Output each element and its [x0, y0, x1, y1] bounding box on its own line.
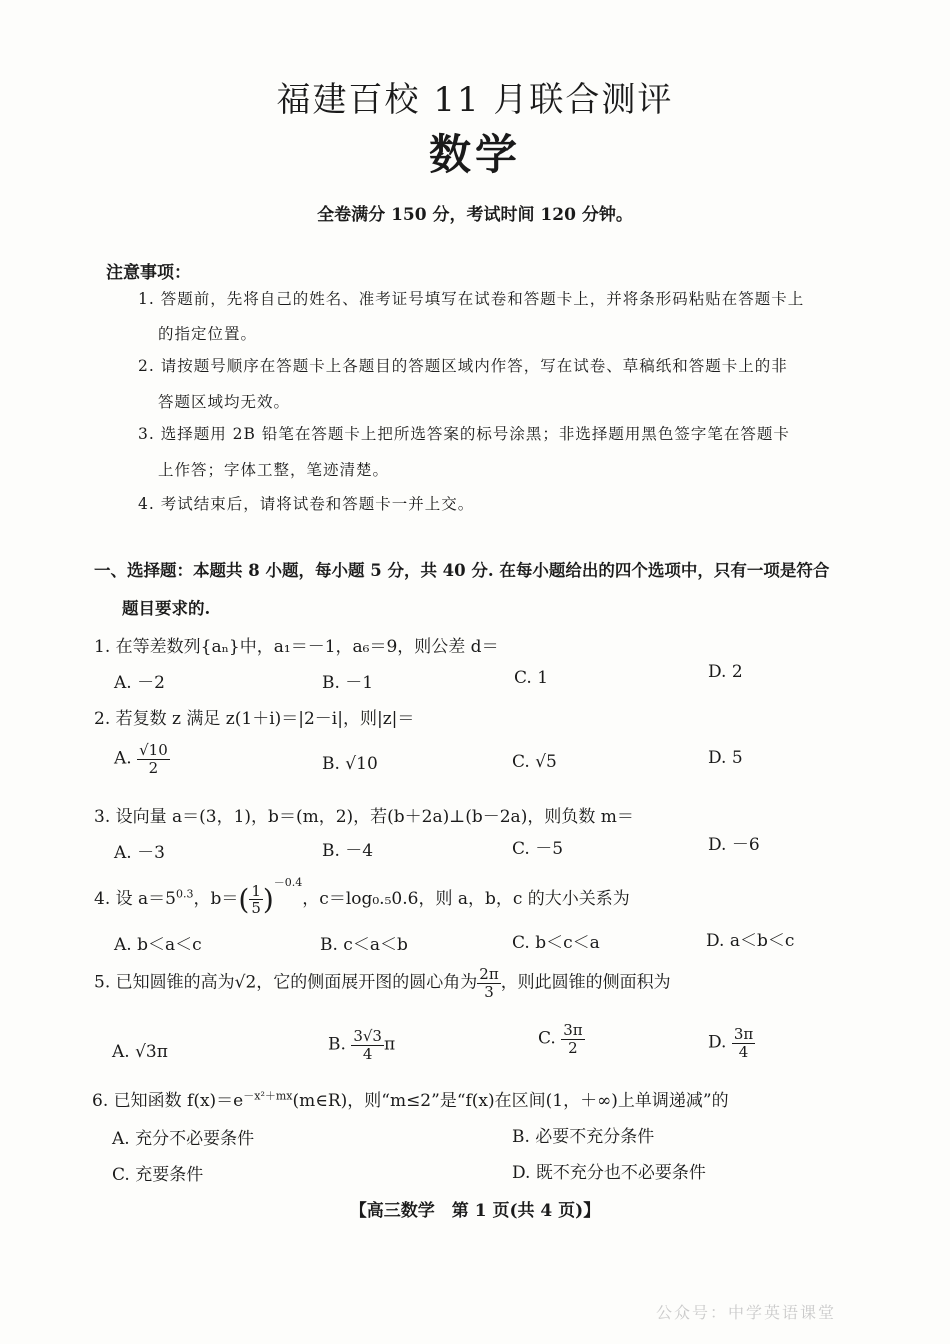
- q5-option-c: [538, 1022, 585, 1056]
- question-6-stem: [92, 1086, 729, 1111]
- q1-option-b: B. －1: [322, 673, 374, 693]
- q4-exponent-a: 0.3: [175, 887, 194, 901]
- q2-option-c: C. √5: [512, 752, 557, 772]
- q1-option-d: D. 2: [708, 662, 743, 682]
- q3-option-a: A. －3: [114, 843, 165, 863]
- exam-meta: 全卷满分 150 分，考试时间 120 分钟。: [317, 205, 633, 225]
- q4-stem-part: ，c＝log₀.₅0.6，则 a，b，c 的大小关系为: [302, 889, 630, 909]
- q5-option-b-label: B.: [328, 1034, 346, 1055]
- q6-exponent: －x²＋mx: [243, 1089, 293, 1103]
- question-4-stem: [94, 874, 630, 917]
- q2-option-b: B. √10: [322, 754, 378, 774]
- q5-option-c-denominator: 2: [568, 1038, 578, 1057]
- notice-line: 1. 答题前，先将自己的姓名、准考证号填写在试卷和答题卡上，并将条形码粘贴在答题卡上: [138, 290, 805, 308]
- q1-option-a: A. －2: [114, 673, 165, 693]
- q4-option-c: C. b＜c＜a: [512, 933, 600, 953]
- q4-stem-part: 4. 设 a＝5: [94, 889, 176, 909]
- q6-option-b: B. 必要不充分条件: [512, 1127, 655, 1147]
- q5-angle-denominator: 3: [484, 982, 494, 1001]
- notice-line: 上作答；字体工整，笔迹清楚。: [158, 461, 390, 479]
- q5-option-b-fraction: [351, 1028, 384, 1062]
- q4-fraction-denominator: 5: [251, 899, 261, 917]
- q6-option-d: D. 既不充分也不必要条件: [512, 1163, 706, 1183]
- notice-line: 答题区域均无效。: [158, 393, 291, 411]
- page-footer: 【高三数学 第 1 页(共 4 页)】: [349, 1201, 601, 1221]
- watermark: 公众号：中学英语课堂: [656, 1303, 837, 1322]
- q2-option-a-denominator: 2: [148, 758, 159, 777]
- q4-option-d: D. a＜b＜c: [706, 931, 795, 951]
- question-5-stem: [94, 966, 671, 1000]
- q5-option-d-label: D.: [708, 1032, 727, 1053]
- question-1-stem: 1. 在等差数列{aₙ}中，a₁＝－1，a₆＝9，则公差 d＝: [94, 637, 499, 657]
- q5-angle-numerator: 2π: [479, 965, 499, 983]
- q5-option-c-label: C.: [538, 1028, 556, 1049]
- q4-option-a: A. b＜a＜c: [114, 935, 202, 955]
- q5-option-c-numerator: 3π: [563, 1021, 583, 1039]
- q5-option-d-denominator: 4: [738, 1042, 749, 1061]
- subject-title: 数学: [428, 130, 521, 179]
- q5-option-d: [708, 1026, 755, 1060]
- section-heading-cont: 题目要求的.: [122, 599, 211, 618]
- q4-fraction-numerator: 1: [251, 881, 261, 900]
- q1-option-c: C. 1: [514, 668, 549, 688]
- q5-option-b-denominator: 4: [362, 1044, 373, 1063]
- q5-option-d-fraction: [732, 1026, 755, 1060]
- q5-option-b-numerator: 3√3: [353, 1027, 382, 1045]
- q3-option-c: C. －5: [512, 839, 564, 859]
- q6-stem-part: 6. 已知函数 f(x)＝e: [92, 1091, 244, 1111]
- q3-option-b: B. －4: [322, 841, 374, 861]
- q5-option-b: [328, 1028, 395, 1062]
- q4-fraction: [249, 883, 263, 917]
- q2-option-d: D. 5: [708, 748, 743, 768]
- q4-exponent-b: －0.4: [273, 876, 303, 889]
- notice-line: 3. 选择题用 2B 铅笔在答题卡上把所选答案的标号涂黑；非选择题用黑色签字笔在答题卡: [138, 425, 790, 443]
- q2-option-a-label: A.: [114, 748, 132, 769]
- q4-option-b: B. c＜a＜b: [320, 935, 408, 955]
- right-paren: ): [262, 883, 274, 916]
- question-3-stem: 3. 设向量 a＝(3，1)，b＝(m，2)，若(b＋2a)⊥(b－2a)，则负数 m＝: [94, 807, 634, 827]
- q5-option-d-numerator: 3π: [733, 1025, 754, 1043]
- q5-option-a: A. √3π: [112, 1042, 168, 1062]
- q6-option-c: C. 充要条件: [112, 1165, 204, 1185]
- q6-stem-part: (m∈R)，则“m≤2”是“f(x)在区间(1，＋∞)上单调递减”的: [292, 1091, 729, 1111]
- q3-option-d: D. －6: [708, 835, 760, 855]
- q5-option-c-fraction: [561, 1022, 584, 1056]
- exam-title: 福建百校 11 月联合测评: [276, 80, 674, 120]
- q2-option-a-fraction: [137, 742, 170, 776]
- q5-stem-part: ，则此圆锥的侧面积为: [500, 972, 671, 993]
- left-paren: (: [238, 883, 250, 916]
- notice-line: 的指定位置。: [158, 325, 258, 343]
- q4-stem-part: ，b＝: [193, 889, 239, 909]
- question-2-stem: 2. 若复数 z 满足 z(1＋i)＝|2－i|，则|z|＝: [94, 709, 415, 729]
- q2-option-a: [114, 742, 170, 776]
- section-heading: 一、选择题：本题共 8 小题，每小题 5 分，共 40 分. 在每小题给出的四个选项中，只有一项是符合: [94, 561, 830, 580]
- notice-line: 4. 考试结束后，请将试卷和答题卡一并上交。: [138, 495, 475, 513]
- notice-heading: 注意事项：: [106, 263, 191, 283]
- notice-line: 2. 请按题号顺序在答题卡上各题目的答题区域内作答，写在试卷、草稿纸和答题卡上的非: [138, 357, 788, 375]
- q5-option-b-pi: π: [383, 1034, 396, 1055]
- q5-stem-part: 5. 已知圆锥的高为√2，它的侧面展开图的圆心角为: [94, 972, 478, 993]
- q5-angle-fraction: [477, 966, 500, 1000]
- q6-option-a: A. 充分不必要条件: [112, 1129, 255, 1149]
- q2-option-a-numerator: √10: [139, 741, 168, 759]
